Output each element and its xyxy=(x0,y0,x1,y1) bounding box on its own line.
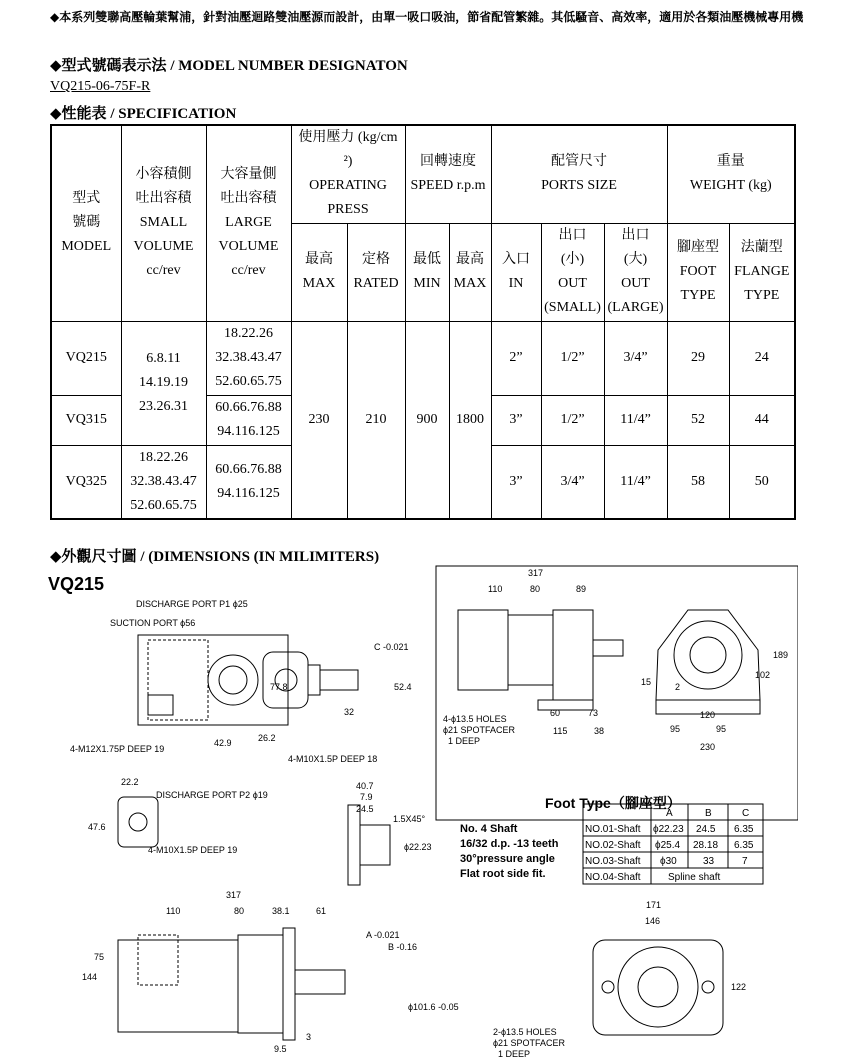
cell-line: TYPE xyxy=(744,288,780,303)
svg-text:ϕ25.4: ϕ25.4 xyxy=(655,840,681,851)
h-rated xyxy=(347,223,405,321)
r3-in: 3” xyxy=(491,445,541,519)
label-m10-19: 4-M10X1.5P DEEP 19 xyxy=(148,845,238,855)
r3-foot: 58 xyxy=(667,445,729,519)
svg-text:33: 33 xyxy=(703,856,715,867)
svg-text:317: 317 xyxy=(528,568,544,578)
cell-line: 最高 xyxy=(456,252,484,267)
cell-line: IN xyxy=(508,276,524,291)
press-rated: 210 xyxy=(347,321,405,519)
dimension-drawings xyxy=(48,540,798,1058)
label-suction: SUCTION PORT ϕ56 xyxy=(110,618,196,628)
h-outl xyxy=(604,223,667,321)
svg-text:9.5: 9.5 xyxy=(274,1044,287,1054)
chamfer: 1.5X45° xyxy=(393,814,426,824)
flange-labels xyxy=(82,890,746,1058)
h-weight xyxy=(667,125,795,223)
cell-line: 法蘭型 xyxy=(740,240,783,255)
svg-text:B: B xyxy=(705,808,712,819)
cell-line: 最低 xyxy=(413,252,441,267)
svg-text:1 DEEP: 1 DEEP xyxy=(498,1049,531,1058)
r2-outl: 11/4” xyxy=(604,395,667,445)
h-press xyxy=(291,125,405,223)
svg-text:75: 75 xyxy=(94,952,105,962)
svg-text:171: 171 xyxy=(646,900,662,910)
svg-text:2: 2 xyxy=(675,682,681,692)
svg-text:60: 60 xyxy=(550,708,561,718)
cell-line: 23.26.31 xyxy=(139,399,188,414)
d-22-23: ϕ22.23 xyxy=(404,842,432,852)
d-52-4: 52.4 xyxy=(394,682,412,692)
cell-line: MAX xyxy=(453,276,487,291)
small-3 xyxy=(121,445,206,519)
cell-line: 型式 xyxy=(72,191,101,207)
d-24-5: 24.5 xyxy=(356,804,374,814)
cell-line: 6.8.11 xyxy=(146,351,181,366)
h-speed xyxy=(405,125,491,223)
r1-outs: 1/2” xyxy=(541,321,604,395)
h-small xyxy=(121,125,206,321)
svg-text:95: 95 xyxy=(670,724,681,734)
small-12 xyxy=(121,321,206,445)
cell-line: 重量 xyxy=(716,154,745,170)
svg-text:24.5: 24.5 xyxy=(696,824,716,835)
shaft-view xyxy=(348,805,390,885)
svg-text:Spline shaft: Spline shaft xyxy=(668,872,721,883)
h-foot xyxy=(667,223,729,321)
speed-min: 900 xyxy=(405,321,449,519)
spec-heading: ◆性能表 / SPECIFICATION xyxy=(50,104,237,122)
svg-text:ϕ22.23: ϕ22.23 xyxy=(653,824,684,835)
r1-outl: 3/4” xyxy=(604,321,667,395)
cell-line: TYPE xyxy=(680,288,716,303)
svg-text:3: 3 xyxy=(306,1032,312,1042)
cell-line: 號碼 xyxy=(72,215,101,231)
cell-line: OPERATING xyxy=(309,178,387,194)
cell-line: LARGE xyxy=(225,215,272,231)
svg-text:73: 73 xyxy=(588,708,599,718)
d-7-9: 7.9 xyxy=(360,792,373,802)
pump-side-view-top xyxy=(138,635,358,725)
foot-type-frame xyxy=(436,566,798,820)
h-flange xyxy=(729,223,795,321)
svg-text:80: 80 xyxy=(234,906,245,916)
svg-text:NO.01-Shaft: NO.01-Shaft xyxy=(585,824,641,835)
d-47-6: 47.6 xyxy=(88,822,106,832)
h-max xyxy=(291,223,347,321)
d-40-7: 40.7 xyxy=(356,781,374,791)
cell-line: FLANGE xyxy=(734,264,790,279)
svg-text:120: 120 xyxy=(700,710,716,720)
svg-text:89: 89 xyxy=(576,584,587,594)
cell-line: 18.22.26 xyxy=(224,326,273,341)
label-m12: 4-M12X1.75P DEEP 19 xyxy=(70,744,165,754)
d-77-8: 77.8 xyxy=(270,682,288,692)
cell-line: 最高 xyxy=(305,252,333,267)
cell-line: 定格 xyxy=(362,252,390,267)
cell-line: PORTS SIZE xyxy=(541,178,617,194)
shaft-note xyxy=(460,823,559,880)
large-1 xyxy=(206,321,291,395)
cell-line: SMALL xyxy=(139,215,188,231)
svg-text:115: 115 xyxy=(553,726,568,736)
cell-line: 小容積側 xyxy=(135,167,192,183)
svg-text:ϕ21 SPOTFACER: ϕ21 SPOTFACER xyxy=(443,725,516,735)
svg-text:189: 189 xyxy=(773,650,789,660)
cell-line: 94.116.125 xyxy=(217,424,280,439)
spec-table xyxy=(50,124,796,520)
h-ports xyxy=(491,125,667,223)
cell-line: (SMALL) xyxy=(544,300,601,315)
svg-text:6.35: 6.35 xyxy=(734,824,754,835)
speed-max: 1800 xyxy=(449,321,491,519)
cell-line: WEIGHT (kg) xyxy=(689,178,772,194)
drawing-title: VQ215 xyxy=(48,574,105,594)
svg-text:7: 7 xyxy=(742,856,748,867)
cell-line: 大容量側 xyxy=(220,167,277,183)
svg-text:15: 15 xyxy=(641,677,652,687)
c-tol: C -0.021 xyxy=(374,642,409,652)
cell-line: SPEED r.p.m xyxy=(410,178,486,194)
svg-text:122: 122 xyxy=(731,982,747,992)
r2-flange: 44 xyxy=(729,395,795,445)
cell-line: OUT xyxy=(621,276,650,291)
svg-text:102: 102 xyxy=(755,670,771,680)
cell-line: 出口 xyxy=(558,228,587,243)
svg-text:144: 144 xyxy=(82,972,98,982)
svg-text:B -0.16: B -0.16 xyxy=(388,942,418,952)
flange-side-view xyxy=(118,928,345,1040)
svg-text:38.1: 38.1 xyxy=(272,906,290,916)
p2-port-view xyxy=(118,797,158,847)
svg-text:4-ϕ13.5 HOLES: 4-ϕ13.5 HOLES xyxy=(443,714,507,724)
cell-line: MODEL xyxy=(61,239,112,255)
cell-line: 回轉速度 xyxy=(420,154,476,170)
h-smax xyxy=(449,223,491,321)
cell-line: 32.38.43.47 xyxy=(215,350,282,365)
svg-text:230: 230 xyxy=(700,742,716,752)
model-example: VQ215-06-75F-R xyxy=(50,79,151,94)
cell-line: OUT xyxy=(558,276,587,291)
svg-text:A -0.021: A -0.021 xyxy=(366,930,400,940)
cell-line: (LARGE) xyxy=(607,300,664,315)
intro-text: ◆本系列雙聯高壓輪葉幫浦，針對油壓迴路雙油壓源而設計，由單一吸口吸油，節省配管繁雜。其低騷音、高效率，適用於各類油壓機械專用機 xyxy=(50,10,804,24)
foot-front-view xyxy=(656,610,760,714)
cell-line: 吐出容積 xyxy=(135,191,192,207)
r3-model: VQ325 xyxy=(51,445,121,519)
svg-text:1 DEEP: 1 DEEP xyxy=(448,736,481,746)
flange-front-view xyxy=(593,940,723,1035)
svg-text:Flat root side fit.: Flat root side fit. xyxy=(460,868,546,880)
dim-heading: ◆外觀尺寸圖 / (DIMENSIONS (IN MILIMITERS) xyxy=(50,547,380,565)
svg-text:317: 317 xyxy=(226,890,242,900)
label-discharge-p2: DISCHARGE PORT P2 ϕ19 xyxy=(156,790,268,800)
cell-line: FOOT xyxy=(679,264,717,279)
r1-foot: 29 xyxy=(667,321,729,395)
svg-text:110: 110 xyxy=(166,906,181,916)
cell-line: (大) xyxy=(623,252,648,267)
svg-text:ϕ21 SPOTFACER: ϕ21 SPOTFACER xyxy=(493,1038,566,1048)
svg-text:80: 80 xyxy=(530,584,541,594)
cell-line: 52.60.65.75 xyxy=(130,497,197,513)
svg-text:95: 95 xyxy=(716,724,727,734)
svg-text:NO.03-Shaft: NO.03-Shaft xyxy=(585,856,641,867)
cell-line: 吐出容積 xyxy=(220,191,277,207)
d-22-2: 22.2 xyxy=(121,777,139,787)
label-discharge-p1: DISCHARGE PORT P1 ϕ25 xyxy=(136,599,248,609)
svg-text:2-ϕ13.5 HOLES: 2-ϕ13.5 HOLES xyxy=(493,1027,557,1037)
model-heading: ◆型式號碼表示法 / MODEL NUMBER DESIGNATON xyxy=(50,56,408,74)
cell-line: ²) xyxy=(343,154,353,170)
cell-line: (小) xyxy=(560,252,585,267)
r3-flange: 50 xyxy=(729,445,795,519)
r1-model: VQ215 xyxy=(51,321,121,395)
cell-line: 60.66.76.88 xyxy=(215,400,282,415)
cell-line: VOLUME xyxy=(218,239,279,255)
cell-line: MAX xyxy=(302,276,336,291)
svg-text:6.35: 6.35 xyxy=(734,840,754,851)
d-26-2: 26.2 xyxy=(258,733,276,743)
foot-caption: Foot Type（腳座型） xyxy=(545,795,681,811)
cell-line: cc/rev xyxy=(146,263,181,279)
label-m10-18: 4-M10X1.5P DEEP 18 xyxy=(288,754,378,764)
h-outs xyxy=(541,223,604,321)
shaft-table xyxy=(583,804,763,884)
svg-text:ϕ101.6 -0.05: ϕ101.6 -0.05 xyxy=(408,1002,459,1012)
svg-text:30°pressure angle: 30°pressure angle xyxy=(460,853,555,865)
cell-line: MIN xyxy=(413,276,441,291)
r2-foot: 52 xyxy=(667,395,729,445)
large-2 xyxy=(206,395,291,445)
cell-line: 出口 xyxy=(621,228,650,243)
cell-line: RATED xyxy=(353,276,399,291)
cell-line: 18.22.26 xyxy=(139,449,188,465)
svg-text:C: C xyxy=(742,808,750,819)
cell-line: 14.19.19 xyxy=(139,375,188,390)
h-in xyxy=(491,223,541,321)
cell-line: 使用壓力 (kg/cm xyxy=(298,130,398,146)
press-max: 230 xyxy=(291,321,347,519)
h-large xyxy=(206,125,291,321)
d-42-9: 42.9 xyxy=(214,738,232,748)
h-model xyxy=(51,125,121,321)
svg-text:A: A xyxy=(666,808,673,819)
d-32: 32 xyxy=(344,707,355,717)
svg-text:NO.02-Shaft: NO.02-Shaft xyxy=(585,840,641,851)
r2-outs: 1/2” xyxy=(541,395,604,445)
cell-line: 腳座型 xyxy=(677,240,720,255)
cell-line: PRESS xyxy=(327,202,369,218)
r3-outs: 3/4” xyxy=(541,445,604,519)
cell-line: 配管尺寸 xyxy=(551,154,608,170)
svg-text:110: 110 xyxy=(488,584,503,594)
large-3 xyxy=(206,445,291,519)
svg-text:No. 4 Shaft: No. 4 Shaft xyxy=(460,823,518,835)
foot-side-view xyxy=(458,610,623,710)
r1-flange: 24 xyxy=(729,321,795,395)
r2-model: VQ315 xyxy=(51,395,121,445)
cell-line: cc/rev xyxy=(231,263,266,279)
r2-in: 3” xyxy=(491,395,541,445)
svg-text:NO.04-Shaft: NO.04-Shaft xyxy=(585,872,641,883)
svg-text:16/32 d.p. -13 teeth: 16/32 d.p. -13 teeth xyxy=(460,838,559,850)
r1-in: 2” xyxy=(491,321,541,395)
h-min xyxy=(405,223,449,321)
svg-text:146: 146 xyxy=(645,916,661,926)
r3-outl: 11/4” xyxy=(604,445,667,519)
cell-line: 60.66.76.88 xyxy=(215,461,282,477)
cell-line: 32.38.43.47 xyxy=(130,473,197,489)
cell-line: 52.60.65.75 xyxy=(215,374,282,389)
cell-line: 入口 xyxy=(502,252,531,267)
svg-text:38: 38 xyxy=(594,726,605,736)
svg-text:61: 61 xyxy=(316,906,327,916)
cell-line: VOLUME xyxy=(133,239,194,255)
svg-text:ϕ30: ϕ30 xyxy=(660,856,677,867)
cell-line: 94.116.125 xyxy=(217,485,280,501)
svg-text:28.18: 28.18 xyxy=(693,840,719,851)
